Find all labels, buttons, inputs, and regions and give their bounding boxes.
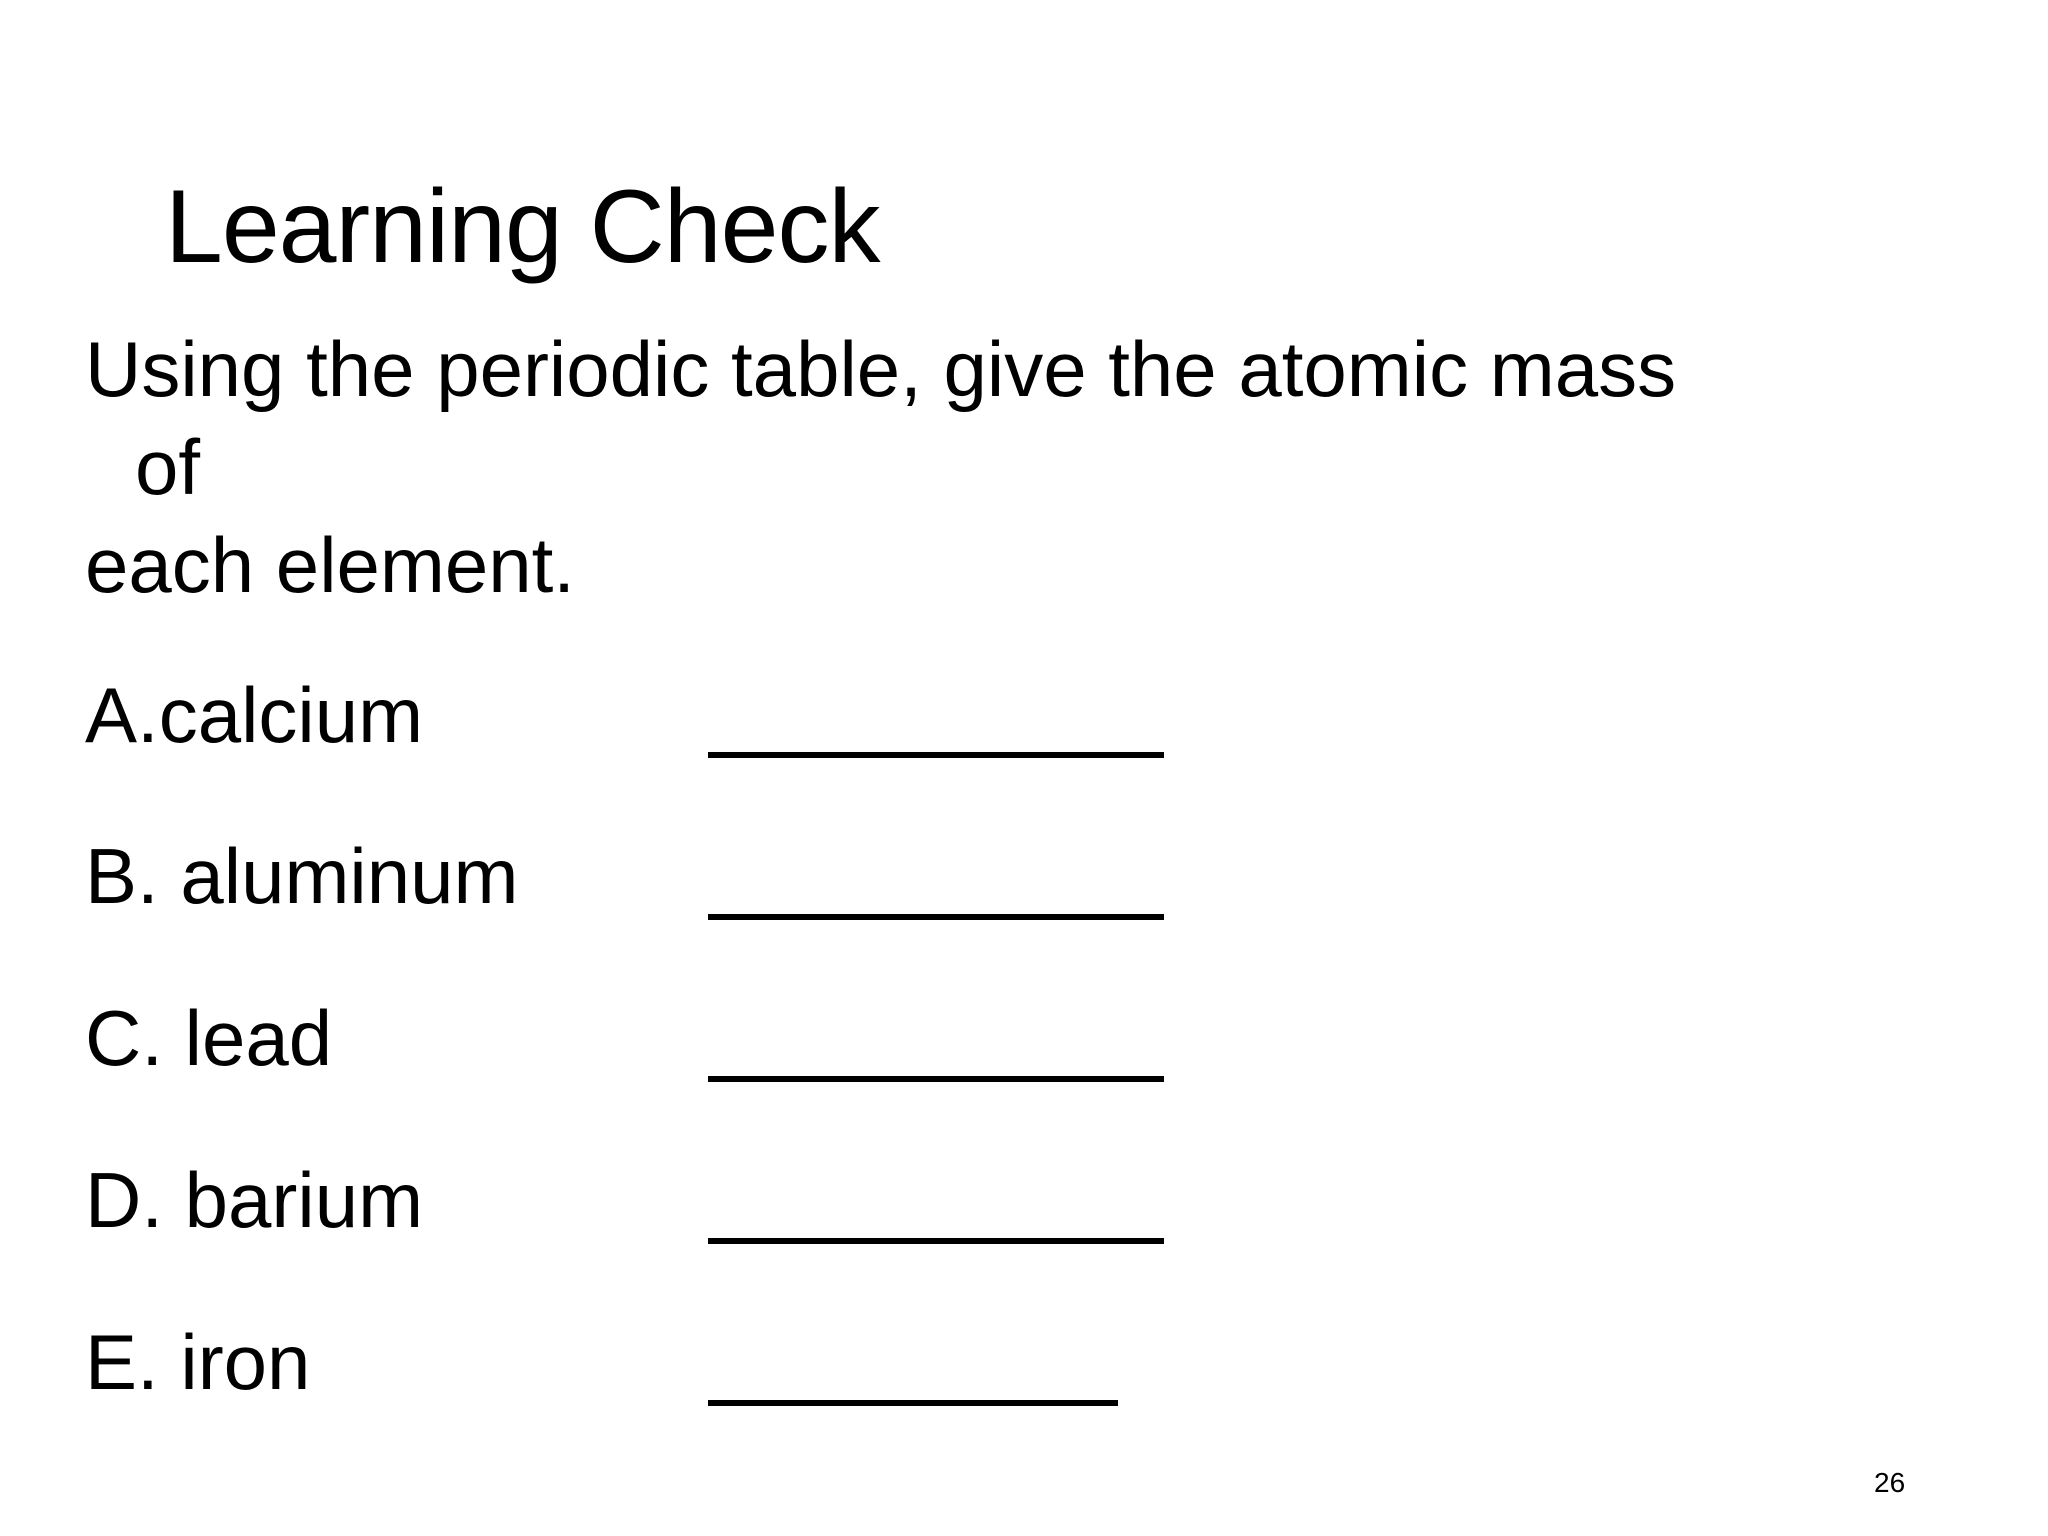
item-b-answer-blank[interactable] [708,914,1164,920]
item-e-answer-blank[interactable] [708,1400,1118,1406]
item-d-label: D. barium [85,1156,424,1244]
item-b-label: B. aluminum [85,832,519,920]
slide-title: Learning Check [165,169,880,285]
item-a-label: A.calcium [85,671,424,759]
prompt-line-3: each element. [85,521,575,609]
prompt-line-1: Using the periodic table, give the atomic mass [85,325,1677,413]
prompt-text [85,320,1676,614]
item-d-answer-blank[interactable] [708,1238,1164,1244]
prompt-line-2: of [135,423,201,511]
item-c-label: C. lead [85,994,333,1082]
page-number: 26 [1874,1467,1906,1498]
item-a-answer-blank[interactable] [708,752,1164,758]
item-c-answer-blank[interactable] [708,1076,1164,1082]
item-e-label: E. iron [85,1318,311,1406]
